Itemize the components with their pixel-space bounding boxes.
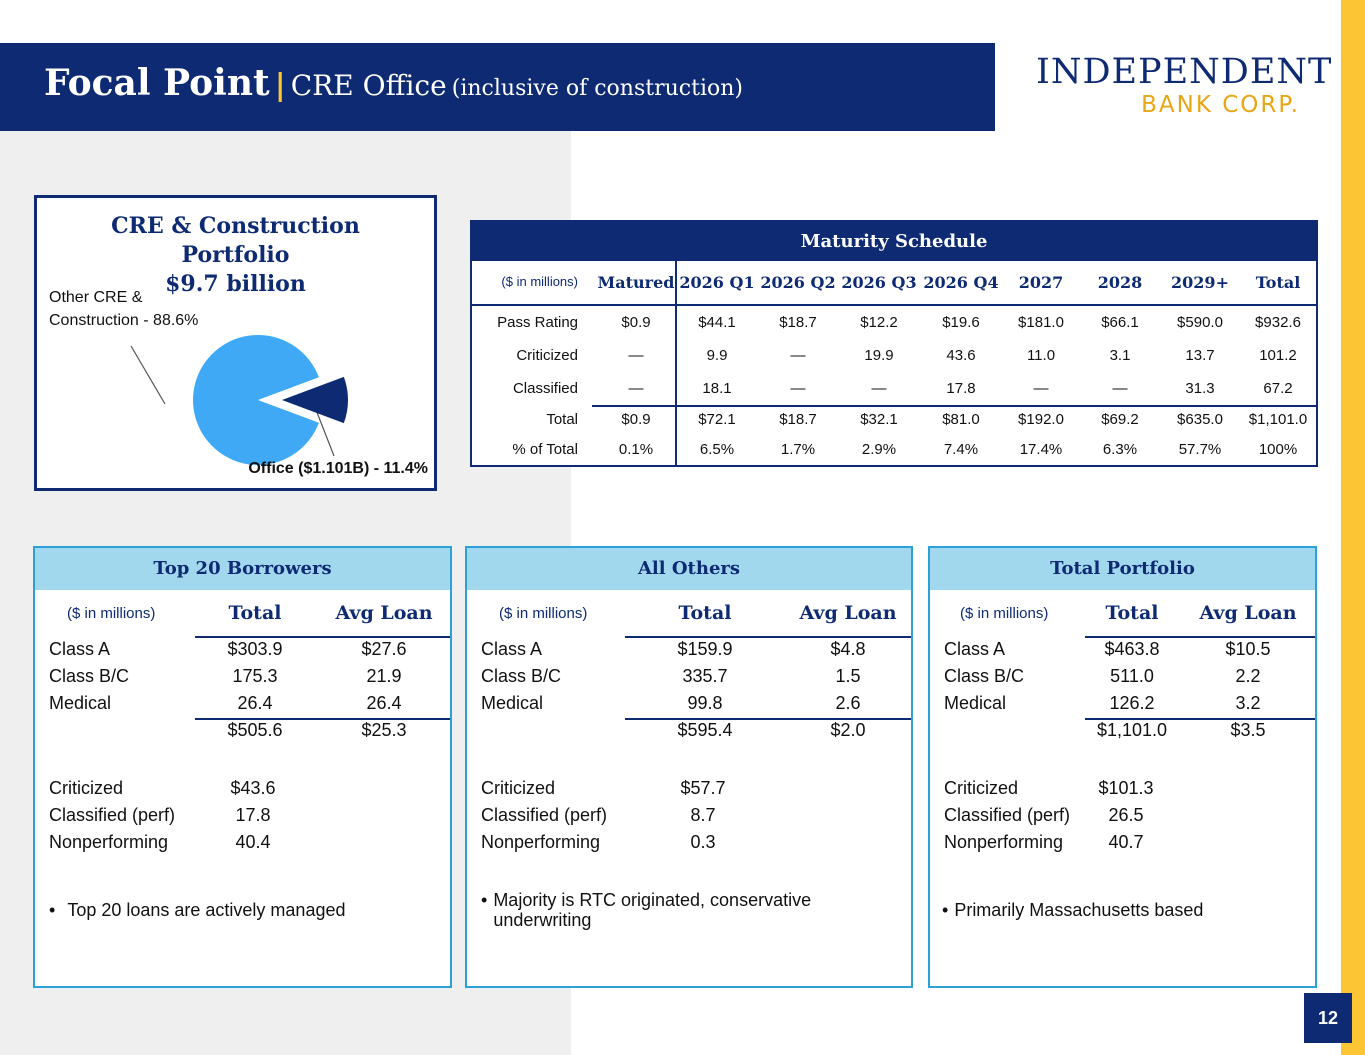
maturity-col-header: 2027 xyxy=(1018,273,1064,292)
pie-title-line-2: Portfolio xyxy=(181,242,290,268)
panel-title: Top 20 Borrowers xyxy=(35,548,450,590)
maturity-cell: $590.0 xyxy=(1177,314,1223,331)
bullet-dot: • xyxy=(942,900,949,920)
panel-sum-avg: $2.0 xyxy=(830,720,866,740)
maturity-cell: 3.1 xyxy=(1109,347,1131,364)
maturity-cell: 67.2 xyxy=(1263,380,1293,397)
maturity-cell: 17.8 xyxy=(946,380,976,397)
maturity-cell: 57.7% xyxy=(1178,441,1222,458)
maturity-col-header: 2026 Q3 xyxy=(841,273,917,292)
maturity-cell: 17.4% xyxy=(1019,441,1063,458)
maturity-cell: — xyxy=(790,347,806,364)
panel-bullet xyxy=(942,900,1302,920)
bullet-text: Primarily Massachusetts based xyxy=(954,900,1204,920)
maturity-divider xyxy=(675,261,677,465)
panel-quality-label: Nonperforming xyxy=(49,832,169,852)
maturity-cell: $18.7 xyxy=(779,314,817,331)
maturity-cell: 9.9 xyxy=(706,347,728,364)
panel-row-avg: 2.2 xyxy=(1235,666,1261,686)
title-main: Focal Point xyxy=(44,62,270,104)
maturity-cell: $635.0 xyxy=(1177,411,1223,428)
panel-quality-value: 0.3 xyxy=(690,832,716,852)
maturity-cell: $12.2 xyxy=(860,314,898,331)
panel-row-label: Class A xyxy=(49,639,111,659)
maturity-cell: 101.2 xyxy=(1259,347,1297,364)
panel-col-avg: Avg Loan xyxy=(799,602,897,624)
bullet-text: Majority is RTC originated, conservative underwriting xyxy=(493,890,812,930)
maturity-cell: $181.0 xyxy=(1018,314,1064,331)
maturity-schedule-table xyxy=(470,220,1318,467)
panel-header-rule xyxy=(1085,636,1315,638)
panel-row-label: Class B/C xyxy=(481,666,562,686)
maturity-row-label: Classified xyxy=(512,380,578,397)
panel-row-avg: $27.6 xyxy=(361,639,407,659)
maturity-cell: $72.1 xyxy=(698,411,736,428)
panel-quality-value: $57.7 xyxy=(680,778,726,798)
title-subject: CRE Office xyxy=(290,69,447,102)
pie-label-other xyxy=(49,286,198,332)
page-title xyxy=(44,62,743,104)
maturity-col-header: 2026 Q1 xyxy=(679,273,755,292)
panel-row-avg: 21.9 xyxy=(366,666,402,686)
panel-sum-avg: $3.5 xyxy=(1230,720,1266,740)
maturity-cell: — xyxy=(871,380,887,397)
maturity-cell: $32.1 xyxy=(860,411,898,428)
panel-col-avg: Avg Loan xyxy=(335,602,433,624)
maturity-cell: 13.7 xyxy=(1185,347,1215,364)
panel-col-total: Total xyxy=(228,602,282,624)
maturity-cell: 6.5% xyxy=(699,441,735,458)
panel-row-label: Class B/C xyxy=(49,666,130,686)
panel-quality-label: Nonperforming xyxy=(481,832,601,852)
panel-row-avg: 26.4 xyxy=(366,693,402,713)
panel-sum-avg: $25.3 xyxy=(361,720,407,740)
panel-row-total: 99.8 xyxy=(687,693,723,713)
maturity-col-header: Matured xyxy=(597,273,675,292)
panel-top-20-borrowers xyxy=(33,546,452,988)
panel-row-label: Class A xyxy=(944,639,1006,659)
panel-quality-value: 26.5 xyxy=(1108,805,1144,825)
maturity-cell: $69.2 xyxy=(1101,411,1139,428)
maturity-cell: — xyxy=(790,380,806,397)
panel-row-avg: 3.2 xyxy=(1235,693,1261,713)
leader-line-other xyxy=(131,346,165,404)
maturity-cell: $0.9 xyxy=(621,314,651,331)
panel-quality-label: Criticized xyxy=(481,778,556,798)
maturity-cell: $81.0 xyxy=(942,411,980,428)
panel-quality-value: $43.6 xyxy=(230,778,276,798)
maturity-cell: $18.7 xyxy=(779,411,817,428)
panel-header-rule xyxy=(625,636,911,638)
maturity-row-label: % of Total xyxy=(512,441,578,458)
maturity-title: Maturity Schedule xyxy=(472,222,1316,261)
panel-quality-label: Classified (perf) xyxy=(944,805,1071,825)
pie-title-line-1: CRE & Construction xyxy=(111,213,360,239)
panel-row-label: Class B/C xyxy=(944,666,1025,686)
panel-quality-value: 40.4 xyxy=(235,832,271,852)
panel-row-total: 126.2 xyxy=(1109,693,1155,713)
panel-quality-label: Criticized xyxy=(49,778,124,798)
title-note: (inclusive of construction) xyxy=(451,76,743,101)
panel-bullet xyxy=(481,890,881,930)
panel-title: All Others xyxy=(467,548,911,590)
pie-label-other-line-2: Construction - 88.6% xyxy=(49,312,199,329)
maturity-cell: 6.3% xyxy=(1102,441,1138,458)
panel-quality-value: $101.3 xyxy=(1098,778,1154,798)
panel-quality-label: Classified (perf) xyxy=(481,805,608,825)
pie-title-line-3: $9.7 billion xyxy=(165,271,306,297)
panel-quality-value: 17.8 xyxy=(235,805,271,825)
maturity-cell: $0.9 xyxy=(621,411,651,428)
panel-row-label: Medical xyxy=(481,693,544,713)
page-number: 12 xyxy=(1304,993,1352,1043)
panel-header-rule xyxy=(195,636,450,638)
panel-row-total: 26.4 xyxy=(237,693,273,713)
maturity-cell: — xyxy=(1033,380,1049,397)
panel-row-total: 175.3 xyxy=(232,666,278,686)
panel-row-total: 335.7 xyxy=(682,666,728,686)
maturity-header-rule xyxy=(472,304,1316,306)
maturity-cell: $66.1 xyxy=(1101,314,1139,331)
panel-col-total: Total xyxy=(678,602,732,624)
panel-row-label: Medical xyxy=(49,693,112,713)
bullet-text: Top 20 loans are actively managed xyxy=(67,900,346,920)
maturity-col-header: 2026 Q2 xyxy=(760,273,836,292)
maturity-total-rule xyxy=(592,405,1316,407)
panel-sum-total: $595.4 xyxy=(677,720,733,740)
maturity-cell: $192.0 xyxy=(1018,411,1064,428)
panel-row-label: Medical xyxy=(944,693,1007,713)
panel-quality-label: Criticized xyxy=(944,778,1019,798)
logo-bank-corp: BANK CORP. xyxy=(1141,92,1300,118)
panel-quality-value: 40.7 xyxy=(1108,832,1144,852)
panel-unit-note: ($ in millions) xyxy=(67,605,156,622)
maturity-cell: 19.9 xyxy=(864,347,894,364)
logo-independent: INDEPENDENT xyxy=(1036,52,1333,92)
maturity-cell: 0.1% xyxy=(618,441,654,458)
maturity-row-label: Criticized xyxy=(516,347,578,364)
maturity-cell: $1,101.0 xyxy=(1248,411,1308,428)
panel-row-total: $303.9 xyxy=(227,639,283,659)
panel-row-label: Class A xyxy=(481,639,543,659)
maturity-cell: 7.4% xyxy=(943,441,979,458)
title-separator: | xyxy=(274,68,286,103)
maturity-cell: 31.3 xyxy=(1185,380,1215,397)
maturity-cell: 43.6 xyxy=(946,347,976,364)
maturity-cell: — xyxy=(1112,380,1128,397)
maturity-col-header: 2028 xyxy=(1097,273,1143,292)
panel-unit-note: ($ in millions) xyxy=(499,605,588,622)
panel-row-total: $159.9 xyxy=(677,639,733,659)
panel-row-avg: $4.8 xyxy=(830,639,866,659)
maturity-cell: 100% xyxy=(1258,441,1298,458)
maturity-row-label: Pass Rating xyxy=(497,314,578,331)
panel-sum-total: $1,101.0 xyxy=(1096,720,1168,740)
pie-label-office: Office ($1.101B) - 11.4% xyxy=(248,460,428,477)
maturity-cell: $932.6 xyxy=(1255,314,1301,331)
pie-slices xyxy=(193,335,348,465)
maturity-cell: 11.0 xyxy=(1026,347,1056,364)
maturity-row-label: Total xyxy=(546,411,578,428)
maturity-col-header: Total xyxy=(1255,273,1301,292)
panel-sum-total: $505.6 xyxy=(227,720,283,740)
panel-all-others xyxy=(465,546,913,988)
panel-row-avg: $10.5 xyxy=(1225,639,1271,659)
panel-total-portfolio xyxy=(928,546,1317,988)
portfolio-pie-box xyxy=(34,195,437,491)
maturity-cell: $44.1 xyxy=(698,314,736,331)
panel-row-total: 511.0 xyxy=(1110,666,1154,686)
pie-label-other-line-1: Other CRE & xyxy=(49,289,143,306)
panel-quality-value: 8.7 xyxy=(690,805,716,825)
maturity-col-header: 2026 Q4 xyxy=(923,273,999,292)
panel-quality-label: Classified (perf) xyxy=(49,805,176,825)
panel-col-avg: Avg Loan xyxy=(1199,602,1297,624)
maturity-cell: — xyxy=(628,347,644,364)
panel-col-total: Total xyxy=(1105,602,1159,624)
panel-title: Total Portfolio xyxy=(930,548,1315,590)
maturity-cell: 2.9% xyxy=(861,441,897,458)
maturity-cell: 18.1 xyxy=(702,380,732,397)
maturity-col-header: 2029+ xyxy=(1171,273,1229,292)
bullet-dot: • xyxy=(49,900,56,920)
panel-unit-note: ($ in millions) xyxy=(960,605,1049,622)
maturity-cell: — xyxy=(628,380,644,397)
panel-row-total: $463.8 xyxy=(1104,639,1160,659)
panel-bullet xyxy=(49,900,429,920)
maturity-cell: 1.7% xyxy=(780,441,816,458)
panel-quality-label: Nonperforming xyxy=(944,832,1064,852)
bullet-dot: • xyxy=(481,890,488,910)
maturity-cell: $19.6 xyxy=(942,314,980,331)
panel-row-avg: 2.6 xyxy=(835,693,861,713)
right-accent-stripe xyxy=(1341,0,1365,1055)
maturity-unit-note: ($ in millions) xyxy=(501,274,578,289)
panel-row-avg: 1.5 xyxy=(835,666,861,686)
